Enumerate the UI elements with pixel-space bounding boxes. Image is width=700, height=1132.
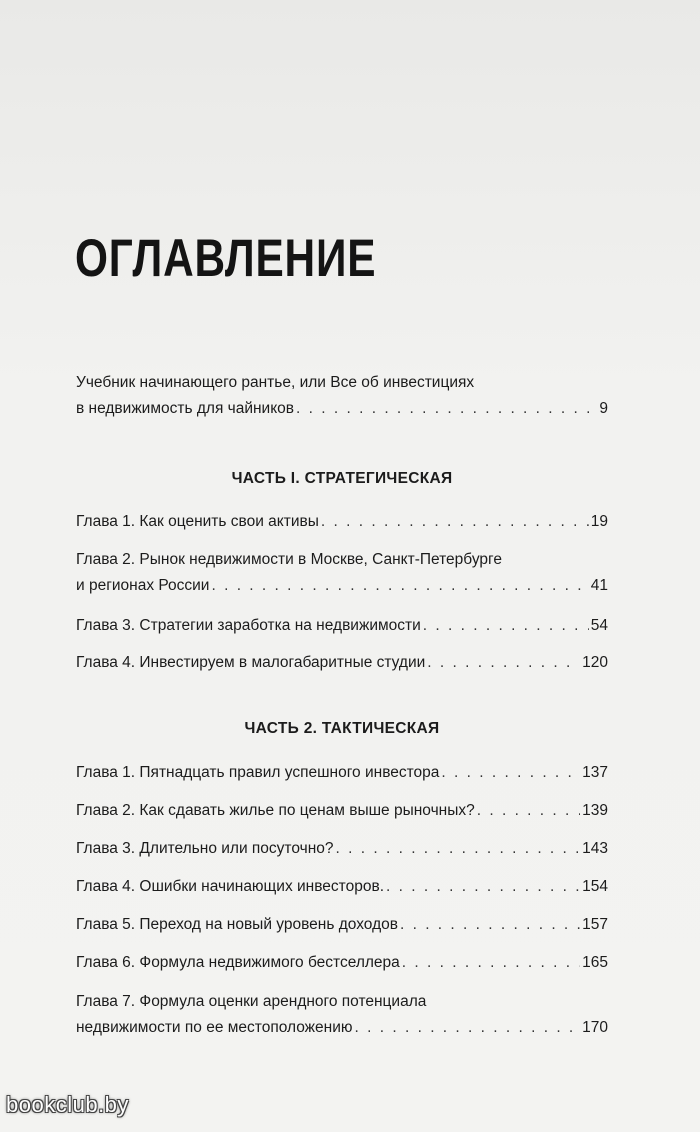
toc-line — [76, 874, 608, 900]
dot-leader — [296, 396, 597, 422]
dot-leader — [355, 1015, 581, 1041]
toc-part2-ch4 — [76, 874, 608, 900]
toc-chapter-text: Глава 4. Ошибки начинающих инвесторов. — [76, 878, 385, 895]
toc-intro-entry — [76, 370, 608, 422]
page-title: ОГЛАВЛЕНИЕ — [75, 229, 377, 288]
toc-intro-line1 — [76, 370, 608, 396]
dot-leader — [336, 836, 581, 862]
toc-chapter-text: Глава 7. Формула оценки арендного потенциала — [76, 993, 427, 1010]
toc-part2-ch2 — [76, 798, 608, 824]
toc-line — [76, 950, 608, 976]
dot-leader — [441, 760, 580, 786]
dot-leader — [321, 509, 589, 535]
toc-line — [76, 912, 608, 938]
toc-chapter-text: Глава 3. Стратегии заработка на недвижимости — [76, 617, 421, 634]
toc-chapter-text: Глава 3. Длительно или посуточно? — [76, 840, 334, 857]
watermark: bookclub.by — [6, 1092, 129, 1117]
toc-intro-text-1: Учебник начинающего рантье, или Все об инвестициях — [76, 374, 475, 391]
toc-line — [76, 1015, 608, 1041]
part-1-title: ЧАСТЬ I. СТРАТЕГИЧЕСКАЯ — [231, 470, 453, 487]
toc-line — [76, 509, 608, 535]
toc-part2-ch6 — [76, 950, 608, 976]
toc-line — [76, 650, 608, 676]
toc-part1-ch2 — [76, 547, 608, 599]
toc-part2-ch3 — [76, 836, 608, 862]
part-2-title: ЧАСТЬ 2. ТАКТИЧЕСКАЯ — [244, 720, 440, 737]
toc-page-number: 143 — [582, 840, 608, 857]
toc-intro-line2 — [76, 396, 608, 422]
toc-chapter-text: Глава 2. Рынок недвижимости в Москве, Санкт-Петербурге — [76, 551, 502, 568]
toc-chapter-text: Глава 5. Переход на новый уровень доходов — [76, 916, 398, 933]
toc-line — [76, 989, 608, 1015]
toc-part1-ch3 — [76, 613, 608, 639]
toc-page-number: 165 — [582, 954, 608, 971]
dot-leader — [477, 798, 580, 824]
toc-chapter-text: и регионах России — [76, 577, 210, 594]
toc-line — [76, 836, 608, 862]
toc-line — [76, 798, 608, 824]
dot-leader — [402, 950, 580, 976]
toc-page-number: 19 — [590, 513, 608, 530]
toc-chapter-text: Глава 6. Формула недвижимого бестселлера — [76, 954, 400, 971]
toc-chapter-text: недвижимости по ее местоположению — [76, 1019, 353, 1036]
toc-chapter-text: Глава 2. Как сдавать жилье по ценам выше рыночных? — [76, 802, 475, 819]
toc-page-number: 139 — [582, 802, 608, 819]
toc-page-number: 41 — [590, 577, 608, 594]
toc-chapter-text: Глава 1. Как оценить свои активы — [76, 513, 319, 530]
toc-line — [76, 760, 608, 786]
toc-page-number: 120 — [582, 654, 608, 671]
toc-part1-ch1 — [76, 509, 608, 535]
toc-part2-ch5 — [76, 912, 608, 938]
toc-part2-ch7 — [76, 989, 608, 1041]
toc-part2-ch1 — [76, 760, 608, 786]
toc-chapter-text: Глава 4. Инвестируем в малогабаритные студии — [76, 654, 426, 671]
toc-line — [76, 573, 608, 599]
toc-line — [76, 613, 608, 639]
toc-page-number: 170 — [582, 1019, 608, 1036]
toc-intro-text-2: в недвижимость для чайников — [76, 400, 295, 417]
toc-part1-ch4 — [76, 650, 608, 676]
dot-leader — [427, 650, 580, 676]
toc-line — [76, 547, 608, 573]
dot-leader — [423, 613, 589, 639]
dot-leader — [211, 573, 588, 599]
dot-leader — [386, 874, 580, 900]
toc-chapter-text: Глава 1. Пятнадцать правил успешного инвестора — [76, 764, 440, 781]
toc-page-number: 137 — [582, 764, 608, 781]
toc-page-number: 54 — [590, 617, 608, 634]
dot-leader — [400, 912, 580, 938]
toc-page-number: 154 — [582, 878, 608, 895]
toc-page-number: 9 — [599, 400, 608, 417]
toc-page-number: 157 — [582, 916, 608, 933]
